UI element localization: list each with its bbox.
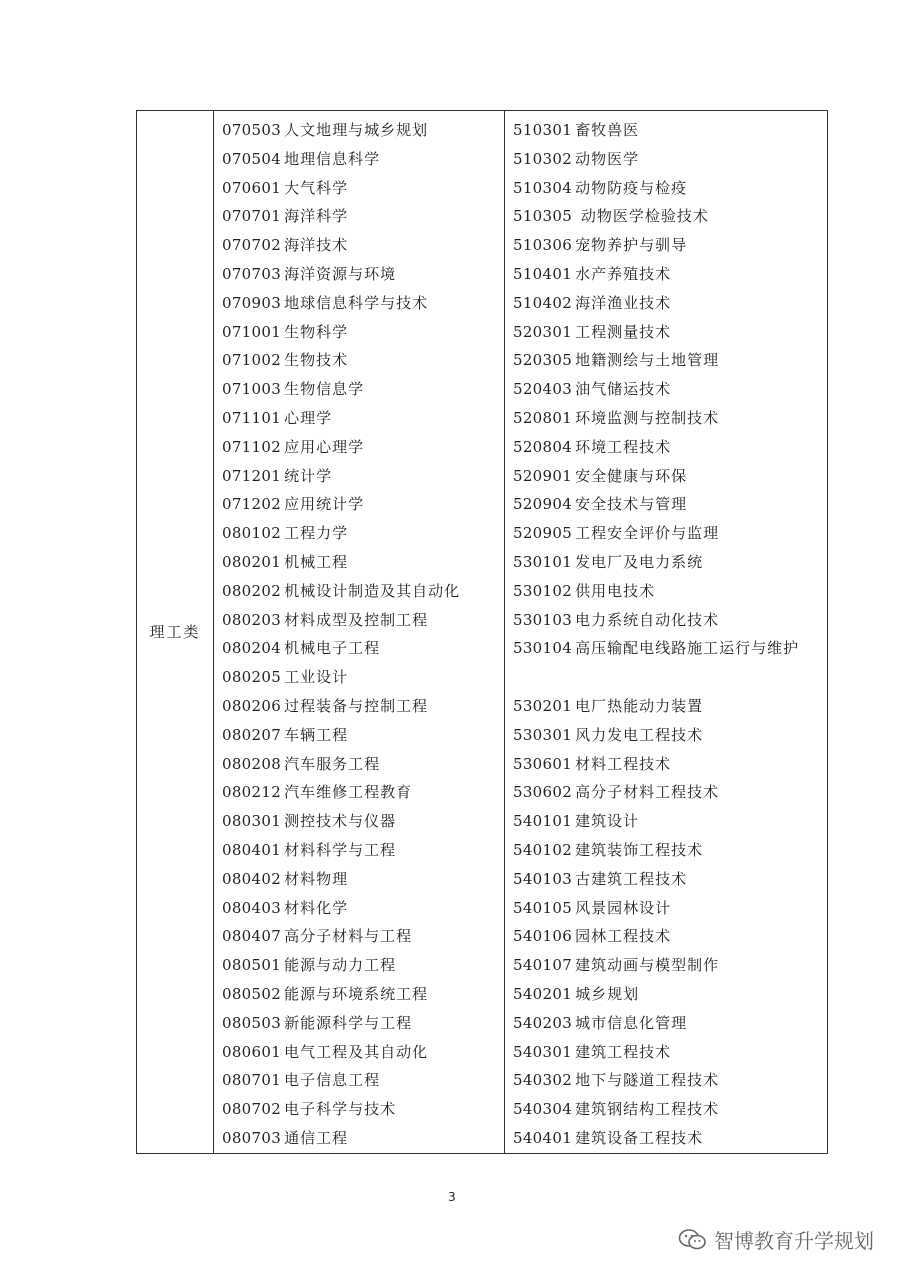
list-item	[513, 1009, 827, 1038]
major-code: 080301	[222, 812, 282, 831]
major-name: 地籍测绘与土地管理	[575, 351, 720, 370]
major-code: 071102	[222, 437, 282, 456]
major-name: 高压输配电线路施工运行与维护	[575, 639, 800, 658]
major-name: 发电厂及电力系统	[575, 552, 704, 571]
list-item	[513, 807, 827, 836]
list-item	[222, 519, 504, 548]
major-code: 080501	[222, 956, 282, 975]
major-name: 电力系统自动化技术	[575, 610, 720, 629]
major-code: 080204	[222, 639, 282, 658]
list-item	[513, 778, 827, 807]
major-name: 心理学	[284, 408, 333, 427]
list-item	[222, 865, 504, 894]
major-code: 080207	[222, 725, 282, 744]
list-item	[222, 634, 504, 663]
major-name: 电厂热能动力装置	[575, 696, 704, 715]
major-code: 070503	[222, 121, 282, 139]
major-code: 080201	[222, 552, 282, 571]
list-item	[222, 980, 504, 1009]
major-name: 工程安全评价与监理	[575, 524, 720, 543]
list-item	[513, 634, 827, 692]
major-code: 080502	[222, 984, 282, 1003]
major-code: 510302	[513, 149, 573, 168]
major-name: 材料化学	[284, 898, 349, 917]
major-name: 园林工程技术	[575, 927, 672, 946]
major-name: 材料科学与工程	[284, 840, 397, 859]
major-name: 动物医学检验技术	[575, 207, 709, 226]
major-code: 520804	[513, 437, 573, 456]
major-name: 人文地理与城乡规划	[284, 121, 429, 139]
major-name: 建筑工程技术	[575, 1042, 672, 1061]
major-name: 动物防疫与检疫	[575, 178, 688, 197]
list-item	[513, 375, 827, 404]
major-code: 080407	[222, 927, 282, 946]
major-code: 070903	[222, 293, 282, 312]
major-code: 080601	[222, 1042, 282, 1061]
list-item	[513, 922, 827, 951]
major-name: 地理信息科学	[284, 149, 381, 168]
major-name: 安全健康与环保	[575, 466, 688, 485]
list-item	[513, 1066, 827, 1095]
major-code: 520403	[513, 380, 573, 399]
major-name: 汽车维修工程教育	[284, 783, 413, 802]
list-item	[222, 692, 504, 721]
major-name: 高分子材料工程技术	[575, 783, 720, 802]
major-code: 080203	[222, 610, 282, 629]
page-number: 3	[448, 1190, 456, 1204]
major-name: 测控技术与仪器	[284, 812, 397, 831]
major-name: 工业设计	[284, 668, 349, 687]
major-name: 应用心理学	[284, 437, 365, 456]
major-table	[136, 110, 828, 1154]
major-code: 530201	[513, 696, 573, 715]
major-name: 地下与隧道工程技术	[575, 1071, 720, 1090]
major-code: 530101	[513, 552, 573, 571]
list-item	[513, 318, 827, 347]
list-item	[513, 721, 827, 750]
major-code: 520901	[513, 466, 573, 485]
major-code: 520301	[513, 322, 573, 341]
list-item	[513, 462, 827, 491]
major-name: 海洋资源与环境	[284, 264, 397, 283]
major-code: 540201	[513, 984, 573, 1003]
major-name: 城乡规划	[575, 984, 640, 1003]
major-name: 机械电子工程	[284, 639, 381, 658]
major-code: 540106	[513, 927, 573, 946]
major-name: 古建筑工程技术	[575, 869, 688, 888]
major-code: 510301	[513, 121, 573, 139]
major-code: 540203	[513, 1013, 573, 1032]
major-name: 大气科学	[284, 178, 349, 197]
left-major-list	[214, 111, 504, 1153]
list-item	[513, 346, 827, 375]
major-code: 080403	[222, 898, 282, 917]
list-item	[513, 1095, 827, 1124]
list-item	[222, 145, 504, 174]
list-item	[222, 462, 504, 491]
major-name: 水产养殖技术	[575, 264, 672, 283]
list-item	[513, 519, 827, 548]
major-name: 材料成型及控制工程	[284, 610, 429, 629]
major-name: 过程装备与控制工程	[284, 696, 429, 715]
major-code: 070702	[222, 236, 282, 255]
major-code: 080701	[222, 1071, 282, 1090]
list-item	[222, 260, 504, 289]
watermark	[678, 1225, 874, 1254]
list-item	[513, 1124, 827, 1153]
major-name: 安全技术与管理	[575, 495, 688, 514]
list-item	[222, 606, 504, 635]
major-name: 材料工程技术	[575, 754, 672, 773]
list-item	[513, 894, 827, 923]
major-code: 071202	[222, 495, 282, 514]
category-cell: 理工类	[137, 111, 214, 1154]
major-name: 宠物养护与驯导	[575, 236, 688, 255]
major-name: 供用电技术	[575, 581, 656, 600]
major-code: 080208	[222, 754, 282, 773]
list-item	[222, 490, 504, 519]
major-name: 能源与动力工程	[284, 956, 397, 975]
major-code: 530104	[513, 639, 573, 658]
left-column	[214, 111, 505, 1154]
major-name: 建筑装饰工程技术	[575, 840, 704, 859]
major-code: 540107	[513, 956, 573, 975]
list-item	[513, 548, 827, 577]
major-code: 520801	[513, 408, 573, 427]
list-item	[222, 894, 504, 923]
list-item	[513, 692, 827, 721]
list-item	[222, 375, 504, 404]
list-item	[222, 1009, 504, 1038]
major-name: 材料物理	[284, 869, 349, 888]
major-name: 海洋科学	[284, 207, 349, 226]
major-code: 071002	[222, 351, 282, 370]
list-item	[222, 433, 504, 462]
major-code: 540302	[513, 1071, 573, 1090]
major-name: 环境监测与控制技术	[575, 408, 720, 427]
major-code: 080703	[222, 1128, 282, 1147]
list-item	[513, 202, 827, 231]
list-item	[222, 807, 504, 836]
major-code: 080205	[222, 668, 282, 687]
major-code: 530301	[513, 725, 573, 744]
major-name: 汽车服务工程	[284, 754, 381, 773]
watermark-text: 智博教育升学规划	[714, 1229, 874, 1253]
major-name: 机械设计制造及其自动化	[284, 581, 461, 600]
major-code: 530103	[513, 610, 573, 629]
list-item	[513, 231, 827, 260]
major-name: 建筑设计	[575, 812, 640, 831]
major-name: 海洋渔业技术	[575, 293, 672, 312]
list-item	[222, 174, 504, 203]
major-code: 540102	[513, 840, 573, 859]
major-name: 工程力学	[284, 524, 349, 543]
major-name: 车辆工程	[284, 725, 349, 744]
major-name: 风景园林设计	[575, 898, 672, 917]
wechat-icon	[678, 1228, 708, 1252]
list-item	[222, 346, 504, 375]
list-item	[222, 1124, 504, 1153]
list-item	[513, 433, 827, 462]
major-code: 520305	[513, 351, 573, 370]
list-item	[222, 750, 504, 779]
major-code: 540101	[513, 812, 573, 831]
list-item	[513, 577, 827, 606]
major-code: 080206	[222, 696, 282, 715]
major-name: 地球信息科学与技术	[284, 293, 429, 312]
list-item	[222, 721, 504, 750]
major-name: 高分子材料与工程	[284, 927, 413, 946]
major-code: 540301	[513, 1042, 573, 1061]
list-item	[513, 750, 827, 779]
list-item	[222, 951, 504, 980]
major-name: 电子信息工程	[284, 1071, 381, 1090]
major-code: 510304	[513, 178, 573, 197]
major-name: 电子科学与技术	[284, 1100, 397, 1119]
major-name: 油气储运技术	[575, 380, 672, 399]
list-item	[222, 289, 504, 318]
list-item	[513, 606, 827, 635]
list-item	[513, 951, 827, 980]
major-name: 畜牧兽医	[575, 121, 640, 139]
major-name: 工程测量技术	[575, 322, 672, 341]
major-code: 540401	[513, 1128, 573, 1147]
list-item	[513, 145, 827, 174]
list-item	[222, 318, 504, 347]
major-code: 080702	[222, 1100, 282, 1119]
major-code: 510401	[513, 264, 573, 283]
major-name: 建筑钢结构工程技术	[575, 1100, 720, 1119]
major-name: 海洋技术	[284, 236, 349, 255]
major-name: 通信工程	[284, 1128, 349, 1147]
list-item	[513, 836, 827, 865]
major-code: 510306	[513, 236, 573, 255]
major-code: 540105	[513, 898, 573, 917]
major-name: 风力发电工程技术	[575, 725, 704, 744]
major-code: 080402	[222, 869, 282, 888]
major-code: 530102	[513, 581, 573, 600]
major-code: 510305	[513, 207, 573, 226]
major-name: 新能源科学与工程	[284, 1013, 413, 1032]
major-code: 080212	[222, 783, 282, 802]
list-item	[513, 404, 827, 433]
list-item	[222, 922, 504, 951]
list-item	[513, 289, 827, 318]
major-code: 071001	[222, 322, 282, 341]
major-name: 应用统计学	[284, 495, 365, 514]
major-code: 530601	[513, 754, 573, 773]
major-code: 070703	[222, 264, 282, 283]
major-code: 080503	[222, 1013, 282, 1032]
major-name: 动物医学	[575, 149, 640, 168]
list-item	[222, 116, 504, 145]
major-code: 070701	[222, 207, 282, 226]
major-code: 080102	[222, 524, 282, 543]
major-code: 070601	[222, 178, 282, 197]
list-item	[222, 778, 504, 807]
list-item	[513, 865, 827, 894]
major-name: 生物科学	[284, 322, 349, 341]
list-item	[513, 980, 827, 1009]
major-name: 建筑设备工程技术	[575, 1128, 704, 1147]
major-code: 071201	[222, 466, 282, 485]
major-name: 生物信息学	[284, 380, 365, 399]
major-name: 建筑动画与模型制作	[575, 956, 720, 975]
list-item	[513, 116, 827, 145]
major-code: 071101	[222, 408, 282, 427]
major-code: 520904	[513, 495, 573, 514]
major-name: 统计学	[284, 466, 333, 485]
major-name: 能源与环境系统工程	[284, 984, 429, 1003]
list-item	[513, 490, 827, 519]
major-code: 520905	[513, 524, 573, 543]
major-name: 生物技术	[284, 351, 349, 370]
list-item	[513, 1038, 827, 1067]
list-item	[222, 663, 504, 692]
list-item	[222, 548, 504, 577]
major-code: 540103	[513, 869, 573, 888]
list-item	[222, 1066, 504, 1095]
list-item	[222, 231, 504, 260]
table-row	[137, 111, 828, 1154]
list-item	[222, 836, 504, 865]
major-code: 080202	[222, 581, 282, 600]
major-name: 电气工程及其自动化	[284, 1042, 429, 1061]
major-name: 环境工程技术	[575, 437, 672, 456]
major-code: 540304	[513, 1100, 573, 1119]
list-item	[222, 1095, 504, 1124]
list-item	[222, 202, 504, 231]
major-name: 机械工程	[284, 552, 349, 571]
major-name: 城市信息化管理	[575, 1013, 688, 1032]
major-code: 070504	[222, 149, 282, 168]
major-code: 530602	[513, 783, 573, 802]
major-code: 080401	[222, 840, 282, 859]
right-column	[505, 111, 828, 1154]
list-item	[222, 577, 504, 606]
right-major-list	[505, 111, 827, 1153]
list-item	[222, 404, 504, 433]
major-code: 510402	[513, 293, 573, 312]
list-item	[513, 260, 827, 289]
major-code: 071003	[222, 380, 282, 399]
list-item	[222, 1038, 504, 1067]
list-item	[513, 174, 827, 203]
